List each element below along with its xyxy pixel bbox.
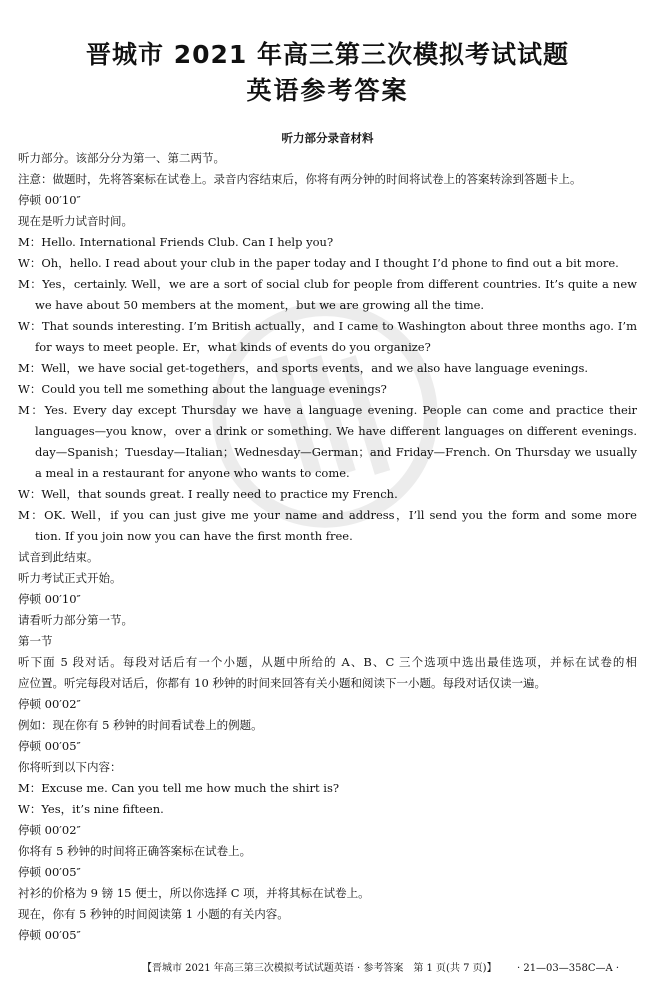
- transcript-line: 你将听到以下内容：: [18, 760, 122, 774]
- transcript-line: 停顿 00′10″: [18, 193, 81, 207]
- transcript-line: 应位置。听完每段对话后，你都有 10 秒钟的时间来回答有关小题和阅读下一小题。每段对话仅读一遍。: [18, 676, 546, 690]
- transcript-line: W：Oh，hello. I read about your club in the paper today and I thought I’d phone to find out a bit more.: [18, 256, 619, 270]
- transcript-line: languages—you know，over a drink or something. We have different languages on different evenings.: [35, 424, 637, 438]
- transcript-line: 停顿 00′05″: [18, 739, 81, 753]
- transcript-line: M：Well，we have social get-togethers，and sports events，and we also have language evenings.: [18, 361, 589, 375]
- transcript-line: 听力考试正式开始。: [18, 571, 122, 585]
- transcript-body: [18, 148, 637, 946]
- transcript-line: 听下面 5 段对话。每段对话后有一个小题，从题中所给的 A、B、C 三个选项中选出最佳选项，并标在试卷的相: [18, 655, 637, 669]
- transcript-line: 注意：做题时，先将答案标在试卷上。录音内容结束后，你将有两分钟的时间将试卷上的答案转涂到答题卡上。: [18, 172, 582, 186]
- transcript-line: 现在，你有 5 秒钟的时间阅读第 1 小题的有关内容。: [18, 907, 289, 921]
- transcript-line: M：Excuse me. Can you tell me how much the shirt is?: [18, 781, 340, 795]
- transcript-line: 听力部分。该部分分为第一、第二两节。: [18, 151, 225, 165]
- transcript-line: M：Yes. Every day except Thursday we have a language evening. People can come and practice their: [18, 403, 637, 417]
- transcript-line: 请看听力部分第一节。: [18, 613, 133, 627]
- transcript-line: for ways to meet people. Er，what kinds of events do you organize?: [35, 340, 431, 354]
- transcript-line: 你将有 5 秒钟的时间将正确答案标在试卷上。: [18, 844, 252, 858]
- transcript-line: 停顿 00′10″: [18, 592, 81, 606]
- transcript-line: M：Hello. International Friends Club. Can I help you?: [18, 235, 334, 249]
- transcript-line: 停顿 00′02″: [18, 697, 81, 711]
- footer-left: 【晋城市 2021 年高三第三次模拟考试试题英语 · 参考答案 第 1 页(共 7 页)】: [142, 963, 497, 974]
- page-footer: [142, 962, 619, 976]
- transcript-line: W：That sounds interesting. I’m British actually，and I came to Washington about three months ago. I’m: [18, 319, 637, 333]
- document-title: 晋城市 2021 年高三第三次模拟考试试题: [86, 40, 569, 69]
- transcript-line: 第一节: [18, 634, 53, 648]
- transcript-line: 停顿 00′02″: [18, 823, 81, 837]
- transcript-line: 停顿 00′05″: [18, 928, 81, 942]
- transcript-line: 例如：现在你有 5 秒钟的时间看试卷上的例题。: [18, 718, 263, 732]
- transcript-line: a meal in a restaurant for anyone who wants to come.: [35, 466, 350, 480]
- section-heading: 听力部分录音材料: [281, 131, 374, 145]
- transcript-line: we have about 50 members at the moment，but we are growing all the time.: [35, 298, 485, 312]
- transcript-line: 衬衫的价格为 9 镑 15 便士，所以你选择 C 项，并将其标在试卷上。: [18, 886, 370, 900]
- transcript-line: 现在是听力试音时间。: [18, 214, 133, 228]
- transcript-line: 试音到此结束。: [18, 550, 99, 564]
- transcript-line: 停顿 00′05″: [18, 865, 81, 879]
- transcript-line: W：Yes，it’s nine fifteen.: [18, 802, 164, 816]
- transcript-line: tion. If you join now you can have the first month free.: [35, 529, 353, 543]
- transcript-line: day—Spanish；Tuesday—Italian；Wednesday—German；and Friday—French. On Thursday we usually: [35, 445, 637, 459]
- transcript-line: M：OK. Well，if you can just give me your name and address，I’ll send you the form and some more: [18, 508, 637, 522]
- transcript-line: W：Could you tell me something about the language evenings?: [18, 382, 387, 396]
- document-subtitle: 英语参考答案: [246, 76, 409, 105]
- footer-code: · 21—03—358C—A ·: [516, 963, 620, 974]
- transcript-line: W：Well，that sounds great. I really need to practice my French.: [18, 487, 398, 501]
- transcript-line: M：Yes，certainly. Well，we are a sort of social club for people from different countries. It’s quite a new: [18, 277, 637, 291]
